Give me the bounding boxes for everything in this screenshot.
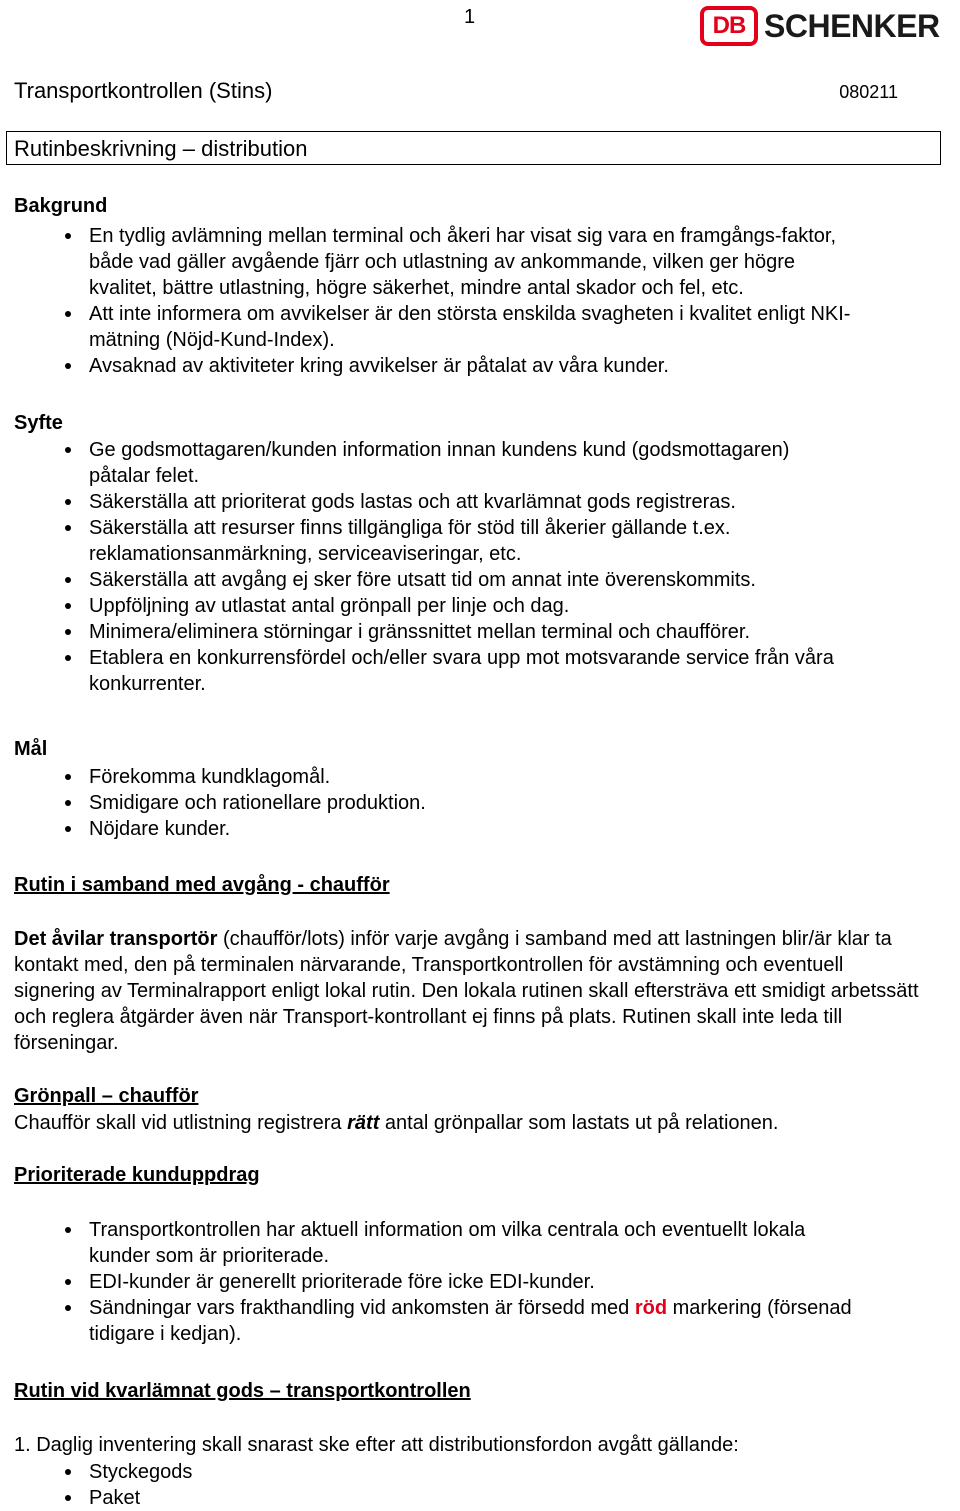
gronpall-paragraph (14, 1110, 919, 1136)
schenker-wordmark: SCHENKER (764, 7, 940, 44)
list-item: Avsaknad av aktiviteter kring avvikelser är påtalat av våra kunder. (14, 353, 854, 379)
item-text-after: markering (försenad tidigare i kedjan). (89, 1297, 852, 1345)
list-item: Paket (14, 1485, 854, 1511)
document-date: 080211 (839, 82, 898, 102)
mal-list (14, 764, 854, 842)
list-item: Säkerställa att avgång ej sker före utsatt tid om annat inte överenskommits. (14, 567, 854, 593)
rutin-avgang-text: (chaufför/lots) inför varje avgång i samband med att lastningen blir/är klar ta kontakt med, den på terminalen närvarande, Transportkontrollen för avstämning och eventuell signering av Terminalrapport enligt lokal rutin. Den lokala rutinen skall eftersträva ett smidigt arbetssätt och reglera åtgärder även när Transport-kontrollant ej finns på plats. Rutinen skall inte leda till förseningar. (14, 928, 919, 1054)
prioriterade-list (14, 1217, 854, 1347)
document-title: Transportkontrollen (Stins) (14, 78, 273, 103)
list-item: EDI-kunder är generellt prioriterade före icke EDI-kunder. (14, 1269, 854, 1295)
list-item: Styckegods (14, 1459, 854, 1485)
bakgrund-list (14, 223, 854, 379)
page-number: 1 (464, 6, 476, 28)
list-item: En tydlig avlämning mellan terminal och åkeri har visat sig vara en framgångs-faktor, både vad gäller avgående fjärr och utlastning av ankommande, vilken ger högre kvalitet, bättre utlastning, högre säkerhet, mindre antal skador och fel, etc. (14, 223, 854, 301)
kvarlamnat-numbered-item: 1. Daglig inventering skall snarast ske efter att distributionsfordon avgått gällande: (14, 1434, 739, 1456)
list-item: Förekomma kundklagomål. (14, 764, 854, 790)
section-title: Rutinbeskrivning – distribution (14, 136, 308, 161)
kvarlamnat-heading: Rutin vid kvarlämnat gods – transportkontrollen (14, 1380, 471, 1402)
list-item: Uppföljning av utlastat antal grönpall per linje och dag. (14, 593, 854, 619)
section-title-box (6, 131, 941, 165)
rutin-avgang-heading: Rutin i samband med avgång - chaufför (14, 874, 390, 896)
rutin-avgang-paragraph (14, 926, 919, 1056)
gronpall-emphasis: rätt (347, 1112, 380, 1134)
red-marking-word: röd (634, 1297, 668, 1319)
item-text-before: Sändningar vars frakthandling vid ankomsten är försedd med (89, 1297, 635, 1319)
list-item: Etablera en konkurrensfördel och/eller svara upp mot motsvarande service från våra konkurrenter. (14, 645, 854, 697)
list-item: Transportkontrollen har aktuell information om vilka centrala och eventuellt lokala kunder som är prioriterade. (14, 1217, 854, 1269)
bakgrund-heading: Bakgrund (14, 195, 108, 217)
list-item: Ge godsmottagaren/kunden information innan kundens kund (godsmottagaren) påtalar felet. (14, 437, 854, 489)
kvarlamnat-list (14, 1459, 854, 1511)
rutin-avgang-lead: Det åvilar transportör (14, 928, 218, 950)
list-item: Säkerställa att prioriterat gods lastas och att kvarlämnat gods registreras. (14, 489, 854, 515)
gronpall-heading: Grönpall – chaufför (14, 1085, 199, 1107)
gronpall-text-after: antal grönpallar som lastats ut på relationen. (379, 1112, 779, 1134)
prioriterade-heading: Prioriterade kunduppdrag (14, 1164, 260, 1186)
syfte-heading: Syfte (14, 412, 63, 434)
list-item: Säkerställa att resurser finns tillgängliga för stöd till åkerier gällande t.ex. reklamationsanmärkning, serviceaviseringar, etc. (14, 515, 854, 567)
db-schenker-logo (700, 4, 940, 48)
list-item (14, 1295, 854, 1347)
list-item: Nöjdare kunder. (14, 816, 854, 842)
db-logo-icon: DB (700, 6, 758, 46)
list-item: Minimera/eliminera störningar i gränssnittet mellan terminal och chaufförer. (14, 619, 854, 645)
mal-heading: Mål (14, 738, 48, 760)
list-item: Smidigare och rationellare produktion. (14, 790, 854, 816)
gronpall-text-before: Chaufför skall vid utlistning registrera (14, 1112, 348, 1134)
list-item: Att inte informera om avvikelser är den största enskilda svagheten i kvalitet enligt NKI-mätning (Nöjd-Kund-Index). (14, 301, 854, 353)
syfte-list (14, 437, 854, 697)
